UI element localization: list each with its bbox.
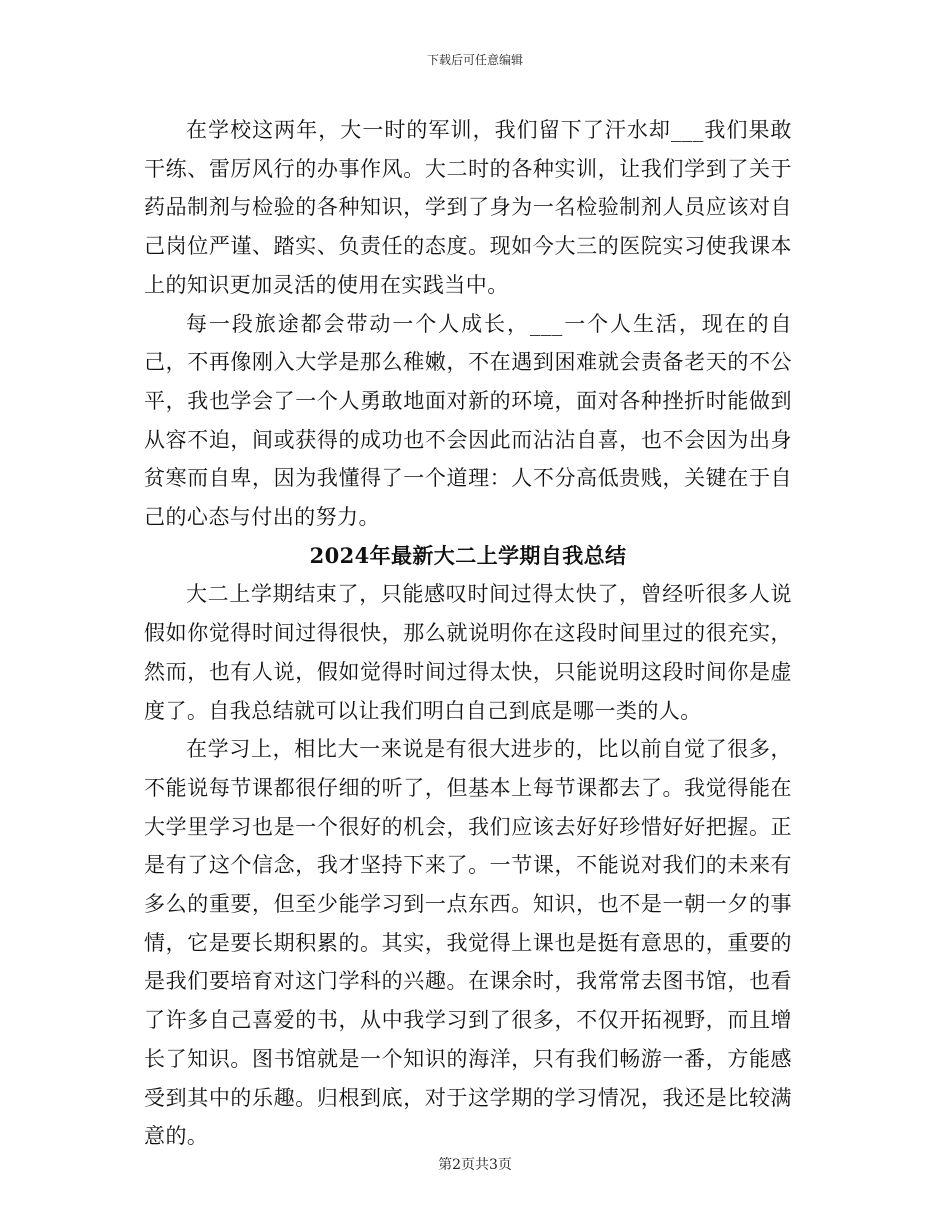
page-header <box>0 52 950 68</box>
page-number: 第2页共3页 <box>438 1157 512 1173</box>
document-body <box>144 111 792 1156</box>
paragraph-semester-end: 大二上学期结束了，只能感叹时间过得太快了，曾经听很多人说假如你觉得时间过得很快，那么就说明你在这段时间里过的很充实，然而，也有人说，假如觉得时间过得太快，只能说明这段时间你是虚度了。自我总结就可以让我们明白自己到底是哪一类的人。 <box>144 582 792 723</box>
paragraph-study: 在学习上，相比大一来说是有很大进步的，比以前自觉了很多，不能说每节课都很仔细的听了，但基本上每节课都去了。我觉得能在大学里学习也是一个很好的机会，我们应该去好好珍惜好好把握。正是有了这个信念，我才坚持下来了。一节课，不能说对我们的未来有多么的重要，但至少能学习到一点东西。知识，也不是一朝一夕的事情，它是要长期积累的。其实，我觉得上课也是挺有意思的，重要的是我们要培育对这门学科的兴趣。在课余时，我常常去图书馆，也看了许多自己喜爱的书，从中我学习到了很多，不仅开拓视野，而且增长了知识。图书馆就是一个知识的海洋，只有我们畅游一番，方能感受到其中的乐趣。归根到底，对于这学期的学习情况，我还是比较满意的。 <box>144 737 792 1149</box>
page-footer <box>0 1156 950 1174</box>
paragraph-school-years: 在学校这两年，大一时的军训，我们留下了汗水却___我们果敢干练、雷厉风行的办事作风。大二时的各种实训，让我们学到了关于药品制剂与检验的各种知识，学到了身为一名检验制剂人员应该对自己岗位严谨、踏实、负责任的态度。现如今大三的医院实习使我课本上的知识更加灵活的使用在实践当中。 <box>144 118 792 297</box>
paragraph-growth: 每一段旅途都会带动一个人成长，___一个人生活，现在的自己，不再像刚入大学是那么稚嫩，不在遇到困难就会责备老天的不公平，我也学会了一个人勇敢地面对新的环境，面对各种挫折时能做到从容不迫，间或获得的成功也不会因此而沾沾自喜，也不会因为出身贫寒而自卑，因为我懂得了一个道理：人不分高低贵贱，关键在于自己的心态与付出的努力。 <box>144 311 792 530</box>
header-note: 下载后可任意编辑 <box>426 53 523 67</box>
section-title: 2024年最新大二上学期自我总结 <box>309 542 627 568</box>
